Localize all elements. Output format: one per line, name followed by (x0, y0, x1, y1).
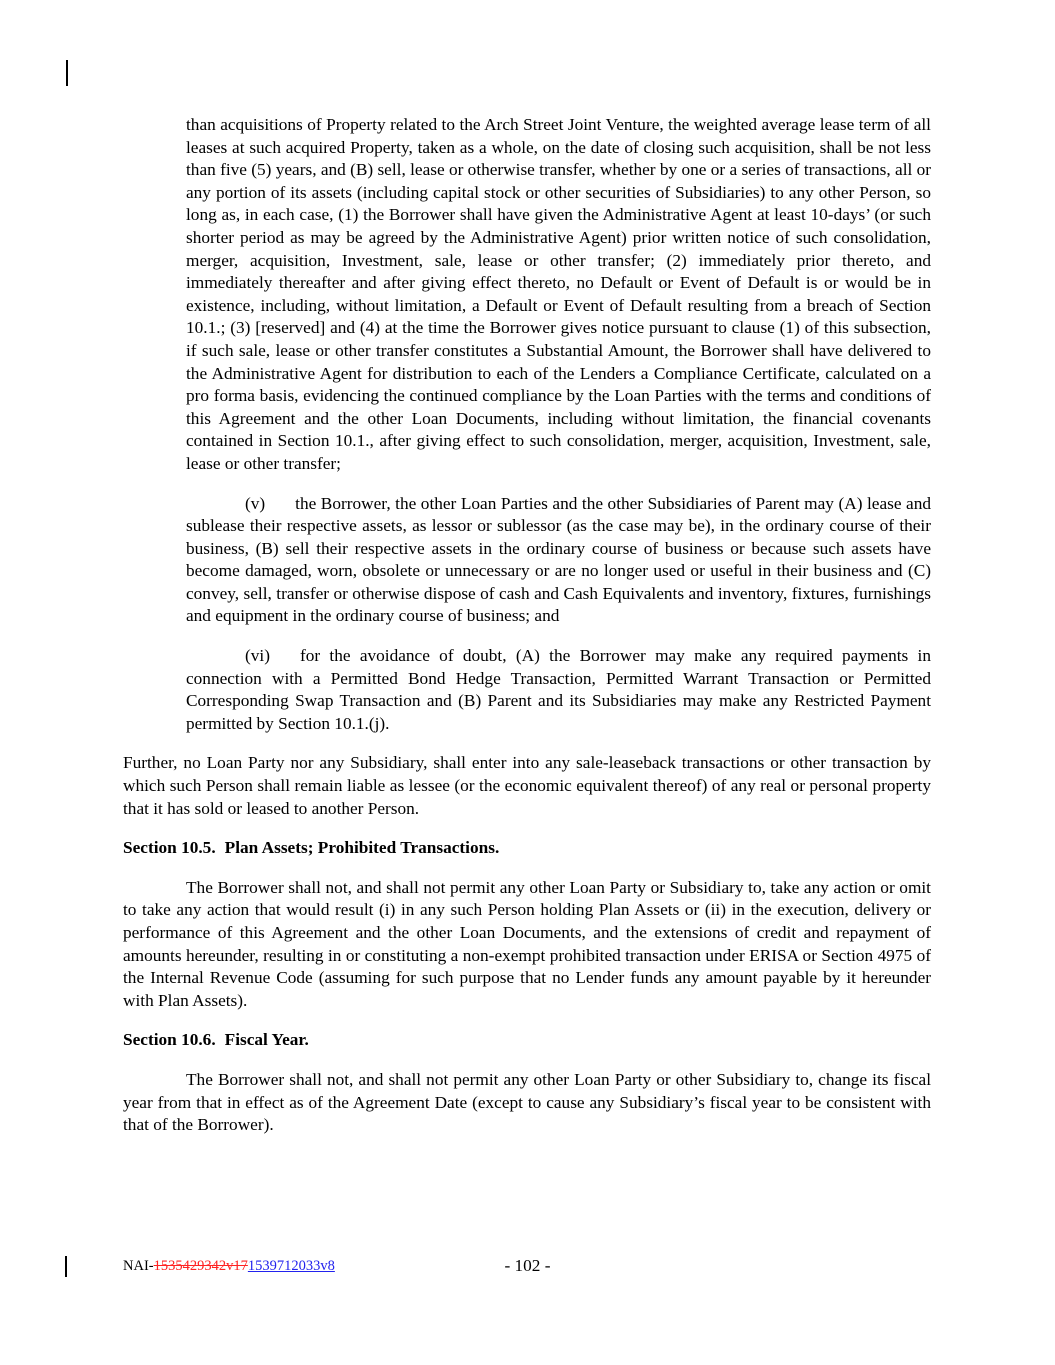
section-10-5-heading (123, 837, 931, 860)
document-id-inserted: 1539712033v8 (247, 1258, 335, 1274)
further-paragraph: Further, no Loan Party nor any Subsidiary, shall enter into any sale-leaseback transactions or other transaction by which such Person shall remain liable as lessee (or the economic equivalent thereof) of any real or personal property that it has sold or leased to another Person. (123, 753, 931, 818)
document-id-prefix: NAI- (123, 1258, 154, 1274)
section-10-5-title: Plan Assets; Prohibited Transactions. (224, 838, 500, 858)
clause-vi-text: for the avoidance of doubt, (A) the Borrower may make any required payments in connection with a Permitted Bond Hedge Transaction, Permitted Warrant Transaction or Permitted Corresponding Swap Transaction and (B) Parent and its Subsidiaries may make any Restricted Payment permitted by Section 10.1.(j). (186, 646, 931, 733)
clause-v-marker: (v) (245, 493, 266, 513)
clause-v-text: the Borrower, the other Loan Parties and the other Subsidiaries of Parent may (A) lease and sublease their respective assets, as lessor or sublessor (as the case may be), in the ordinary course of their business, (B) sell their respective assets in the ordinary course of business or because such assets have become damaged, worn, obsolete or unnecessary or are no longer used or useful in their business and (C) convey, sell, transfer or otherwise dispose of cash and Cash Equivalents and inventory, fixtures, furnishings and equipment in the ordinary course of business; and (186, 493, 931, 626)
page-body (123, 114, 931, 1154)
clause-vi-marker: (vi) (245, 646, 270, 666)
section-10-6-title: Fiscal Year. (224, 1030, 309, 1050)
section-10-6-number: Section 10.6. (123, 1030, 216, 1050)
section-10-6-heading (123, 1029, 931, 1052)
continuation-paragraph: than acquisitions of Property related to the Arch Street Joint Venture, the weighted average lease term of all leases at such acquired Property, taken as a whole, on the date of closing such acquisition, shall be not less than five (5) years, and (B) sell, lease or otherwise transfer, whether by one or a series of transactions, all or any portion of its assets (including capital stock or other securities of Subsidiaries) to any other Person, so long as, in each case, (1) the Borrower shall have given the Administrative Agent at least 10-days’ (or such shorter period as may be agreed by the Administrative Agent) prior written notice of such consolidation, merger, acquisition, Investment, sale, lease or other transfer; (2) immediately prior thereto, and immediately thereafter and after giving effect thereto, no Default or Event of Default is or would be in existence, including, without limitation, a Default or Event of Default resulting from a breach of Section 10.1.; (3) [reserved] and (4) at the time the Borrower gives notice pursuant to clause (1) of this subsection, if such sale, lease or other transfer constitutes a Substantial Amount, the Borrower shall have delivered to the Administrative Agent for distribution to each of the Lenders a Compliance Certificate, calculated on a pro forma basis, evidencing the continued compliance by the Loan Parties with the terms and conditions of this Agreement and the other Loan Documents, including without limitation, the financial covenants contained in Section 10.1., after giving effect to such consolidation, merger, acquisition, Investment, sale, lease or other transfer; (186, 115, 932, 473)
document-id-deleted: 1535429342v17 (153, 1258, 248, 1274)
section-10-6-body: The Borrower shall not, and shall not permit any other Loan Party or other Subsidiary to, change its fiscal year from that in effect as of the Agreement Date (except to cause any Subsidiary’s fiscal year to be consistent with that of the Borrower). (123, 1069, 931, 1135)
page-footer (0, 1256, 1055, 1286)
page-number: - 102 - (504, 1256, 551, 1275)
section-10-5-number: Section 10.5. (123, 838, 216, 858)
clause-vi-paragraph (186, 645, 931, 735)
section-10-5-body: The Borrower shall not, and shall not permit any other Loan Party or Subsidiary to, take any action or omit to take any action that would result (i) in any such Person holding Plan Assets or (ii) in the execution, delivery or performance of this Agreement and the other Loan Documents, and the extensions of credit and repayment of amounts hereunder, resulting in or constituting a non-exempt prohibited transaction under ERISA or Section 4975 of the Internal Revenue Code (assuming for such purpose that no Lender funds any amount payable by it hereunder with Plan Assets). (123, 877, 931, 1010)
change-bar-top (66, 60, 68, 86)
clause-v-paragraph (186, 493, 931, 629)
